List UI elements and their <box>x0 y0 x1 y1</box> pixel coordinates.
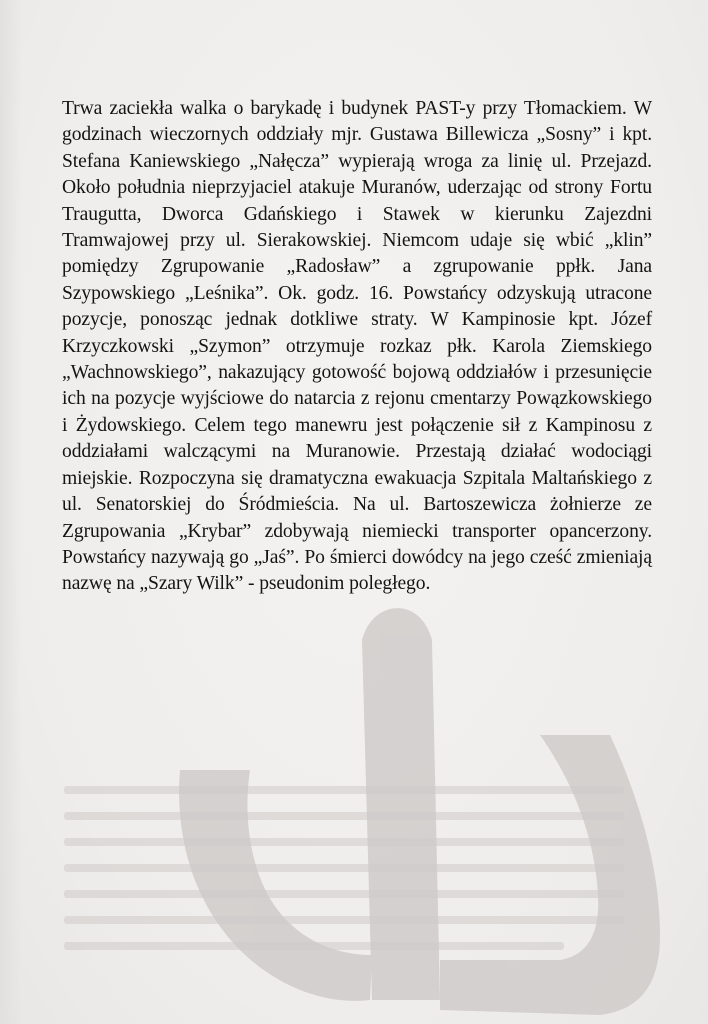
body-paragraph: Trwa zaciekła walka o barykadę i budynek PAST-y przy Tłomackiem. W godzinach wieczornych oddziały mjr. Gustawa Billewicza „Sosny” i kpt. Stefana Kaniewskiego „Nałęcza” wypierają wroga za linię ul. Przejazd. Około południa nieprzyjaciel atakuje Muranów, uderzając od strony Fortu Traugutta, Dworca Gdańskiego i Stawek w kierunku Zajezdni Tramwajowej przy ul. Sierakowskiej. Niemcom udaje się wbić „klin” pomiędzy Zgrupowanie „Radosław” a zgrupowanie ppłk. Jana Szypowskiego „Leśnika”. Ok. godz. 16. Powstańcy odzyskują utracone pozycje, ponosząc jednak dotkliwe straty. W Kampinosie kpt. Józef Krzyczkowski „Szymon” otrzymuje rozkaz płk. Karola Ziemskiego „Wachnowskiego”, nakazujący gotowość bojową oddziałów i przesunięcie ich na pozycje wyjściowe do natarcia z rejonu cmentarzy Powązkowskiego i Żydowskiego. Celem tego manewru jest połączenie sił z Kampinosu z oddziałami walczącymi na Muranowie. Przestają działać wodociągi miejskie. Rozpoczyna się dramatyczna ewakuacja Szpitala Maltańskiego z ul. Senatorskiej do Śródmieścia. Na ul. Bartoszewicza żołnierze ze Zgrupowania „Krybar” zdobywają niemiecki transporter opancerzony. Powstańcy nazywają go „Jaś”. Po śmierci dowódcy na jego cześć zmieniają nazwę na „Szary Wilk” - pseudonim poległego. <box>62 98 652 595</box>
